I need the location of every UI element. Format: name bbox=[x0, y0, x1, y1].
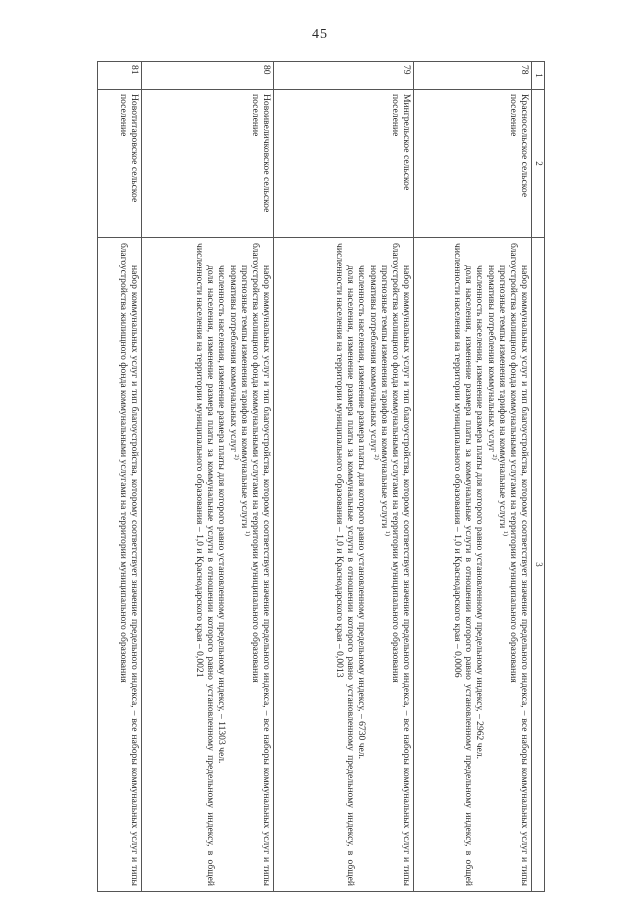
desc-population-count: численность населения, изменение размера платы для которого равно установленному предельному индексу, – 2962 чел. bbox=[474, 265, 486, 759]
header-col-2: 2 bbox=[532, 90, 545, 238]
footnote-mark: 2) bbox=[232, 454, 240, 460]
municipality-name: Красносельское сельское поселение bbox=[414, 90, 532, 238]
desc-tariff-rates bbox=[239, 243, 250, 886]
table-header-row bbox=[532, 62, 545, 892]
desc-population-share: доля населения, изменение размера платы за коммунальные услуги в отношении которого равно установленному предельному индексу, в общей численности населения на территории муниципального образования – 1,0 и Краснодарского края – 0,0013 bbox=[334, 243, 357, 886]
desc-tariff-rates bbox=[379, 243, 390, 886]
municipality-name: Новоивеличковское сельское поселение bbox=[142, 90, 274, 238]
table-row bbox=[98, 62, 142, 892]
header-col-3: 3 bbox=[532, 238, 545, 892]
footnote-mark: 1) bbox=[243, 530, 251, 537]
municipality-name: Мингрельское сельское поселение bbox=[274, 90, 414, 238]
desc-tariff-rates-text: прогнозные темпы изменения тарифов на коммунальные услуги bbox=[378, 265, 390, 529]
page-number: 45 bbox=[312, 27, 328, 42]
desc-population-share: доля населения, изменение размера платы за коммунальные услуги в отношении которого равно установленному предельному индексу, в общей численности населения на территории муниципального образования – 1,0 и Краснодарского края – 0,0021 bbox=[194, 243, 217, 886]
table-row bbox=[414, 62, 532, 892]
desc-services-set: набор коммунальных услуг и тип благоустройства, которому соответствует значение предельного индекса, – все наборы коммунальных услуг и типы благоустройства жилищного фонда коммунальными услугами на территории муниципального образования bbox=[507, 243, 530, 886]
header-col-1: 1 bbox=[532, 62, 545, 90]
row-description bbox=[414, 238, 532, 892]
row-number: 80 bbox=[142, 62, 274, 90]
desc-consumption-norms bbox=[486, 243, 497, 886]
row-description bbox=[142, 238, 274, 892]
desc-population-share: доля населения, изменение размера платы за коммунальные услуги в отношении которого равно установленному предельному индексу, в общей численности населения на территории муниципального образования – 1,0 и Краснодарского края – 0,0006 bbox=[452, 243, 475, 886]
footnote-mark: 1) bbox=[501, 530, 509, 537]
row-number: 81 bbox=[98, 62, 142, 90]
row-description bbox=[98, 238, 142, 892]
desc-population-count: численность населения, изменение размера платы для которого равно установленному предельному индексу, – 11303 чел. bbox=[216, 265, 228, 764]
row-number: 79 bbox=[274, 62, 414, 90]
desc-consumption-norms-text: нормативы потребления коммунальных услуг bbox=[367, 265, 379, 452]
tariff-index-table bbox=[97, 61, 545, 892]
desc-tariff-rates bbox=[497, 243, 508, 886]
desc-tariff-rates-text: прогнозные темпы изменения тарифов на коммунальные услуги bbox=[238, 265, 250, 529]
desc-consumption-norms-text: нормативы потребления коммунальных услуг bbox=[485, 265, 497, 452]
desc-services-set: набор коммунальных услуг и тип благоустройства, которому соответствует значение предельного индекса, – все наборы коммунальных услуг и типы благоустройства жилищного фонда коммунальными услугами на территории муниципального образования bbox=[117, 243, 140, 886]
desc-services-set: набор коммунальных услуг и тип благоустройства, которому соответствует значение предельного индекса, – все наборы коммунальных услуг и типы благоустройства жилищного фонда коммунальными услугами на территории муниципального образования bbox=[249, 243, 272, 886]
table-row bbox=[142, 62, 274, 892]
municipality-name: Новотитаровское сельское поселение bbox=[98, 90, 142, 238]
footnote-mark: 2) bbox=[372, 454, 380, 460]
desc-tariff-rates-text: прогнозные темпы изменения тарифов на коммунальные услуги bbox=[496, 265, 508, 529]
desc-consumption-norms bbox=[368, 243, 379, 886]
row-number: 78 bbox=[414, 62, 532, 90]
footnote-mark: 2) bbox=[490, 454, 498, 460]
desc-population-count: численность населения, изменение размера платы для которого равно установленному предельному индексу, – 6730 чел. bbox=[356, 265, 368, 759]
desc-services-set: набор коммунальных услуг и тип благоустройства, которому соответствует значение предельного индекса, – все наборы коммунальных услуг и типы благоустройства жилищного фонда коммунальными услугами на территории муниципального образования bbox=[389, 243, 412, 886]
desc-consumption-norms bbox=[228, 243, 239, 886]
row-description bbox=[274, 238, 414, 892]
footnote-mark: 1) bbox=[383, 530, 391, 537]
desc-consumption-norms-text: нормативы потребления коммунальных услуг bbox=[227, 265, 239, 452]
table-row bbox=[274, 62, 414, 892]
rotated-table-container bbox=[85, 61, 545, 891]
